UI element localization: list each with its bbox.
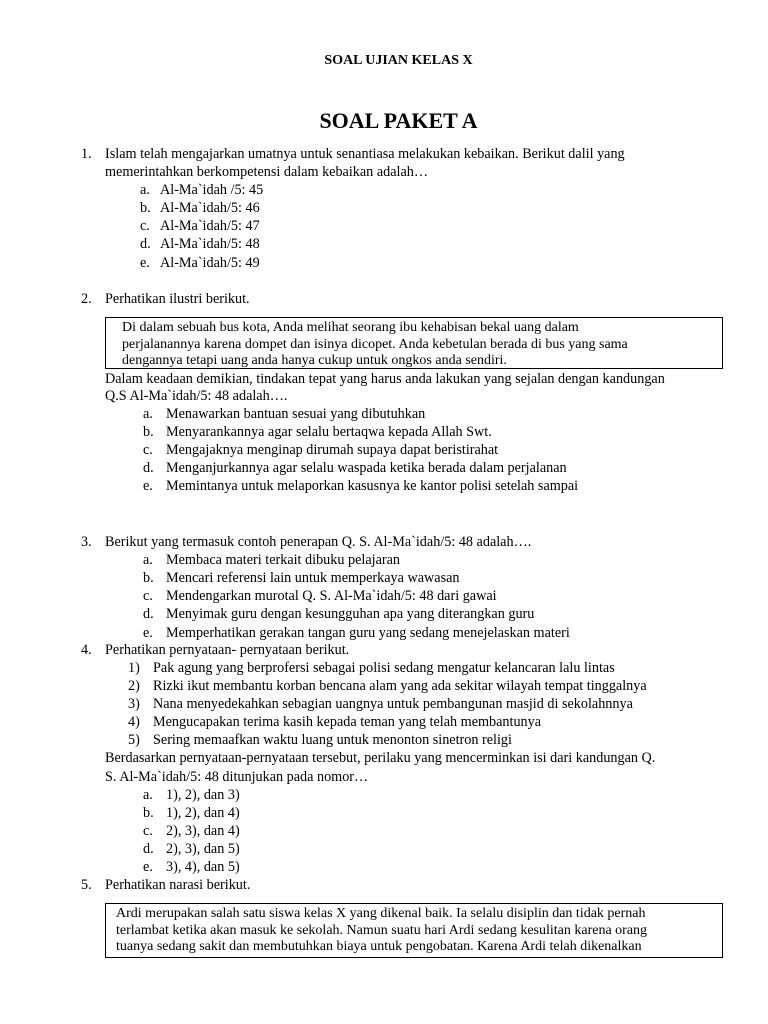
q4-statement: Pak agung yang berprofersi sebagai polisi sedang mengatur kelancaran lalu lintas [153, 660, 615, 676]
q2-box-line: dengannya tetapi uang anda hanya cukup untuk ongkos anda sendiri. [122, 353, 507, 368]
q1-option-label: b. [140, 200, 151, 216]
page-title: SOAL PAKET A [319, 108, 478, 133]
q5-box-line: Ardi merupakan salah satu siswa kelas X yang dikenal baik. Ia selalu disiplin dan tidak pernah [116, 906, 646, 921]
q4-option: 2), 3), dan 4) [166, 823, 240, 839]
q2-option: Menawarkan bantuan sesuai yang dibutuhkan [166, 406, 426, 422]
q2-option-label: b. [143, 424, 154, 440]
q2-illustration-box [105, 317, 723, 369]
q4-statement-label: 1) [128, 660, 140, 676]
q2-option-label: c. [143, 442, 153, 458]
q1-number: 1. [81, 146, 92, 162]
q4-statement-label: 4) [128, 714, 140, 730]
q4-statement-label: 5) [128, 732, 140, 748]
q3-number: 3. [81, 534, 92, 550]
q3-option: Memperhatikan gerakan tangan guru yang sedang menejelaskan materi [166, 625, 570, 641]
q2-option-label: a. [143, 406, 153, 422]
q5-number: 5. [81, 877, 92, 893]
q1-option-label: e. [140, 255, 150, 271]
q2-option: Menyarankannya agar selalu bertaqwa kepada Allah Swt. [166, 424, 492, 440]
q1-option: Al-Ma`idah/5: 47 [160, 218, 260, 234]
q3-text: Berikut yang termasuk contoh penerapan Q. S. Al-Ma`idah/5: 48 adalah…. [105, 534, 532, 550]
q4-statement: Nana menyedekahkan sebagian uangnya untuk pembangunan masjid di sekolahnnya [153, 696, 633, 712]
q1-option: Al-Ma`idah/5: 46 [160, 200, 260, 216]
q4-option: 3), 4), dan 5) [166, 859, 240, 875]
q4-text: Berdasarkan pernyataan-pernyataan tersebut, perilaku yang mencerminkan isi dari kandungan Q. [105, 750, 656, 766]
q4-intro: Perhatikan pernyataan- pernyataan berikut. [105, 642, 350, 658]
q3-option-label: d. [143, 606, 154, 622]
q3-option-label: c. [143, 588, 153, 604]
q3-option-label: e. [143, 625, 153, 641]
q5-box-line: tuanya sedang sakit dan membutuhkan biaya untuk pengobatan. Karena Ardi telah dikenalkan [116, 939, 642, 954]
q4-option: 1), 2), dan 3) [166, 787, 240, 803]
q4-statement: Rizki ikut membantu korban bencana alam yang ada sekitar wilayah tempat tinggalnya [153, 678, 647, 694]
exam-header: SOAL UJIAN KELAS X [324, 53, 473, 68]
q2-option: Menganjurkannya agar selalu waspada ketika berada dalam perjalanan [166, 460, 567, 476]
q1-option-label: d. [140, 236, 151, 252]
q2-text-cont: Q.S Al-Ma`idah/5: 48 adalah…. [105, 388, 288, 404]
q4-option-label: d. [143, 841, 154, 857]
q1-option-label: c. [140, 218, 150, 234]
q1-option: Al-Ma`idah/5: 49 [160, 255, 260, 271]
q2-text: Dalam keadaan demikian, tindakan tepat yang harus anda lakukan yang sejalan dengan kandungan [105, 371, 665, 387]
q2-intro: Perhatikan ilustri berikut. [105, 291, 250, 307]
q4-option: 1), 2), dan 4) [166, 805, 240, 821]
q3-option-label: b. [143, 570, 154, 586]
q5-intro: Perhatikan narasi berikut. [105, 877, 251, 893]
q3-option: Mendengarkan murotal Q. S. Al-Ma`idah/5: 48 dari gawai [166, 588, 497, 604]
q4-option-label: b. [143, 805, 154, 821]
q4-statement: Mengucapakan terima kasih kepada teman yang telah membantunya [153, 714, 542, 730]
q4-option: 2), 3), dan 5) [166, 841, 240, 857]
q4-text-cont: S. Al-Ma`idah/5: 48 ditunjukan pada nomor… [105, 769, 369, 785]
q1-text: Islam telah mengajarkan umatnya untuk senantiasa melakukan kebaikan. Berikut dalil yang [105, 146, 625, 162]
q4-option-label: c. [143, 823, 153, 839]
q2-option: Mengajaknya menginap dirumah supaya dapat beristirahat [166, 442, 499, 458]
q4-statement-label: 3) [128, 696, 140, 712]
q2-option: Memintanya untuk melaporkan kasusnya ke kantor polisi setelah sampai [166, 478, 579, 494]
q1-option-label: a. [140, 182, 150, 198]
q1-option: Al-Ma`idah/5: 48 [160, 236, 260, 252]
q2-option-label: e. [143, 478, 153, 494]
q3-option: Mencari referensi lain untuk memperkaya wawasan [166, 570, 460, 586]
q1-option: Al-Ma`idah /5: 45 [160, 182, 264, 198]
q3-option: Membaca materi terkait dibuku pelajaran [166, 552, 400, 568]
q5-narrative-box [105, 903, 723, 958]
q3-option-label: a. [143, 552, 153, 568]
q2-number: 2. [81, 291, 92, 307]
q1-text-cont: memerintahkan berkompetensi dalam kebaikan adalah… [105, 164, 429, 180]
q3-option: Menyimak guru dengan kesungguhan apa yang diterangkan guru [166, 606, 535, 622]
q4-option-label: a. [143, 787, 153, 803]
q2-box-line: Di dalam sebuah bus kota, Anda melihat seorang ibu kehabisan bekal uang dalam [122, 320, 579, 335]
q5-box-line: terlambat ketika akan masuk ke sekolah. Namun suatu hari Ardi sedang kesulitan karena orang [116, 922, 648, 938]
q4-option-label: e. [143, 859, 153, 875]
q4-statement-label: 2) [128, 678, 140, 694]
q4-statement: Sering memaafkan waktu luang untuk menonton sinetron religi [153, 732, 512, 748]
q2-option-label: d. [143, 460, 154, 476]
q2-box-line: perjalanannya karena dompet dan isinya dicopet. Anda kebetulan berada di bus yang sama [122, 336, 628, 352]
q4-number: 4. [81, 642, 92, 658]
